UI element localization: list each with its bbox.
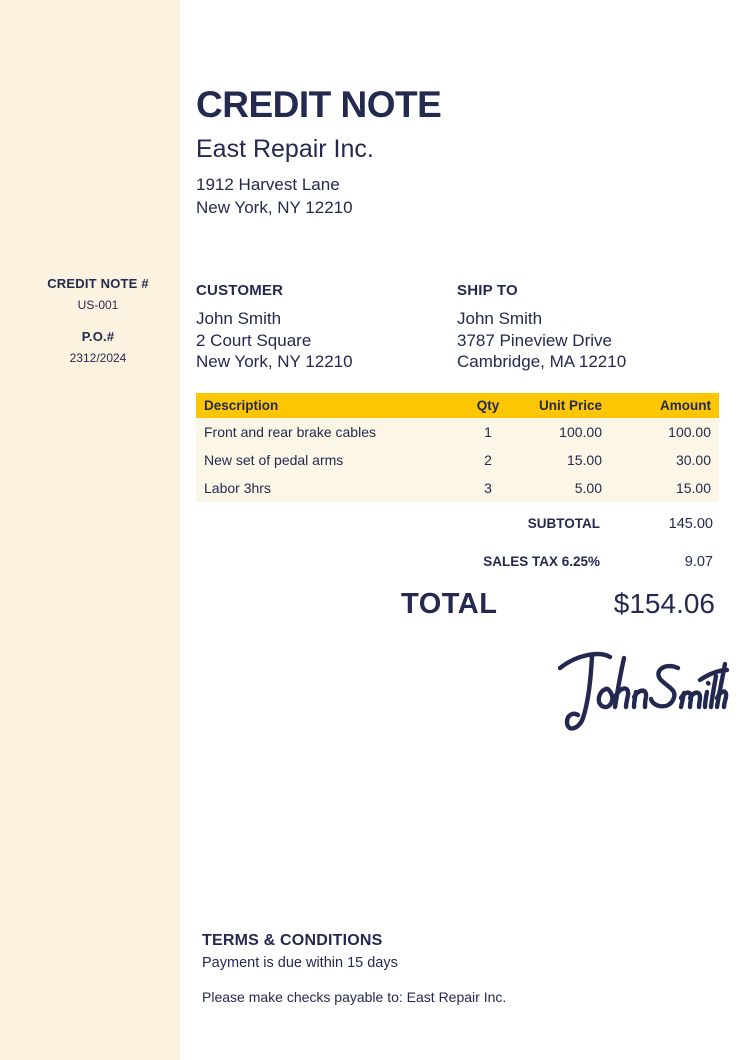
total-label: TOTAL [401,588,498,621]
customer-address-line1: 2 Court Square [196,330,312,350]
customer-heading: CUSTOMER [196,282,284,300]
customer-details [196,308,457,372]
company-address-line1: 1912 Harvest Lane [196,174,340,194]
terms-line1: Payment is due within 15 days [202,955,398,971]
item-unit-price: 15.00 [566,452,602,469]
credit-note-number-label: CREDIT NOTE # [47,276,149,291]
po-number-label: P.O.# [81,329,115,344]
item-qty: 1 [484,424,492,441]
terms-line2: Please make checks payable to: East Repair Inc. [202,989,507,1005]
ship-to-block [457,282,626,372]
company-name: East Repair Inc. [196,135,374,163]
item-amount: 15.00 [675,480,711,497]
item-amount: 30.00 [675,452,711,469]
document-sidebar [0,0,180,1060]
subtotal-label: SUBTOTAL [527,516,600,532]
document-title: CREDIT NOTE [196,84,442,125]
ship-to-name: John Smith [457,309,543,329]
total-row [196,588,719,621]
item-unit-price: 100.00 [559,424,602,441]
table-header-row [196,393,719,418]
subtotal-value: 145.00 [668,516,713,533]
line-items-table [196,393,719,502]
signature-icon [549,642,729,734]
column-header-description: Description [196,393,458,418]
item-unit-price: 5.00 [574,480,602,497]
terms-heading: TERMS & CONDITIONS [202,932,383,949]
terms-section [202,931,722,1005]
table-row [196,474,719,502]
document-body [196,0,719,621]
column-header-unit-price: Unit Price [518,393,610,418]
customer-name: John Smith [196,309,282,329]
ship-to-heading: SHIP TO [457,282,518,300]
item-amount: 100.00 [668,424,711,441]
column-header-qty: Qty [458,393,518,418]
sales-tax-label: SALES TAX 6.25% [483,554,600,570]
column-header-amount: Amount [610,393,719,418]
customer-block [196,282,457,372]
company-address-line2: New York, NY 12210 [196,198,353,218]
credit-note-number-field [16,276,180,312]
sales-tax-value: 9.07 [684,554,713,571]
sales-tax-row [196,554,719,570]
item-description: Labor 3hrs [204,480,271,497]
po-number-field [16,329,180,365]
signature [549,642,729,734]
sidebar-fields [0,276,180,365]
po-number-value: 2312/2024 [69,351,127,365]
item-description: New set of pedal arms [204,452,344,469]
item-qty: 2 [484,452,492,469]
customer-address-line2: New York, NY 12210 [196,351,353,371]
item-qty: 3 [484,480,492,497]
ship-to-address-line2: Cambridge, MA 12210 [457,351,627,371]
ship-to-address-line1: 3787 Pineview Drive [457,330,612,350]
parties-section [196,282,719,372]
company-address [196,173,719,221]
item-description: Front and rear brake cables [204,424,376,441]
total-value: $154.06 [613,588,715,620]
table-row [196,446,719,474]
table-row [196,418,719,446]
subtotal-row [196,516,719,532]
credit-note-number-value: US-001 [77,298,119,312]
ship-to-details [457,308,626,372]
